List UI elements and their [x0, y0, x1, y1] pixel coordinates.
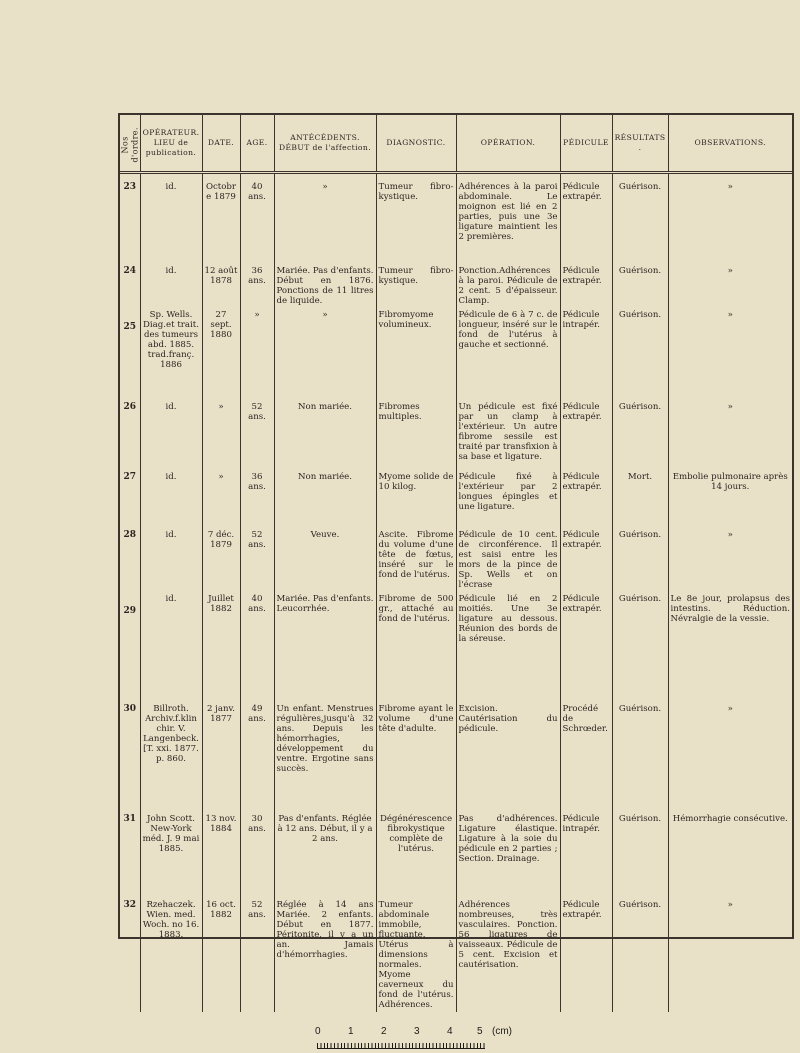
observations-cell: »	[668, 892, 792, 1012]
pedicule-cell: Pédicule extrapér.	[560, 592, 612, 696]
antecedents-cell: »	[274, 308, 376, 394]
observations-cell: Le 8e jour, prolapsus des intestins. Réduction. Névralgie de la vessie.	[668, 592, 792, 696]
header-observations: OBSERVATIONS.	[668, 115, 792, 173]
table-row	[120, 892, 792, 1012]
pedicule-cell: Pédicule extrapér.	[560, 173, 612, 259]
pedicule-cell: Pédicule extrapér.	[560, 892, 612, 1012]
date-cell: 7 déc. 1879	[202, 522, 240, 592]
antecedents-cell: Veuve.	[274, 522, 376, 592]
operation-cell: Pas d'adhérences. Ligature élastique. Ligature à la soie du pédicule en 2 parties ; Section. Drainage.	[456, 806, 560, 892]
row-number: 32	[123, 900, 137, 910]
diagnostic-cell: Tumeur abdominale immobile, fluctuante. Utérus à dimensions normales. Myome caverneux du fond de l'utérus. Adhérences.	[376, 892, 456, 1012]
operation-cell: Adhérences à la paroi abdominale. Le moignon est lié en 2 parties, puis une 3e ligature maintient les 2 premières.	[456, 173, 560, 259]
operation-cell: Ponction.Adhérences à la paroi. Pédicule de 2 cent. 5 d'épaisseur. Clamp.	[456, 258, 560, 308]
header-date: DATE.	[202, 115, 240, 173]
operations-table	[120, 115, 792, 1012]
table-row	[120, 696, 792, 806]
scale-unit: (cm)	[492, 1026, 512, 1037]
diagnostic-cell: Fibrome ayant le volume d'une tête d'adulte.	[376, 696, 456, 806]
operation-cell: Adhérences nombreuses, très vasculaires. Ponction. 56 ligatures de vaisseaux. Pédicule de 5 cent. Excision et cautérisation.	[456, 892, 560, 1012]
date-cell: Octobre 1879	[202, 173, 240, 259]
row-number: 27	[123, 472, 137, 482]
header-resultats: RÉSULTATS.	[612, 115, 668, 173]
date-cell: 13 nov. 1884	[202, 806, 240, 892]
row-number: 31	[123, 814, 137, 824]
resultat-cell: Guérison.	[612, 696, 668, 806]
operateur-cell: Billroth. Archiv.f.klin chir. V. Langenbeck.[T. xxi. 1877. p. 860.	[140, 696, 202, 806]
age-cell: 36 ans.	[240, 464, 274, 522]
pedicule-cell: Pédicule intrapér.	[560, 806, 612, 892]
row-number: 25	[123, 322, 137, 332]
date-cell: 12 août 1878	[202, 258, 240, 308]
pedicule-cell: Pédicule intrapér.	[560, 308, 612, 394]
scale-label: 3	[414, 1026, 420, 1037]
header-row	[120, 115, 792, 173]
diagnostic-cell: Fibrome de 500 gr., attaché au fond de l'utérus.	[376, 592, 456, 696]
diagnostic-cell: Fibromes multiples.	[376, 394, 456, 464]
operation-cell: Excision. Cautérisation du pédicule.	[456, 696, 560, 806]
date-cell: Juillet 1882	[202, 592, 240, 696]
date-cell: 2 janv. 1877	[202, 696, 240, 806]
table-row	[120, 592, 792, 696]
pedicule-cell: Pédicule extrapér.	[560, 258, 612, 308]
diagnostic-cell: Ascite. Fibrome du volume d'une tête de fœtus, inséré sur le fond de l'utérus.	[376, 522, 456, 592]
table-row	[120, 394, 792, 464]
observations-cell: »	[668, 696, 792, 806]
age-cell: 36 ans.	[240, 258, 274, 308]
resultat-cell: Guérison.	[612, 522, 668, 592]
resultat-cell: Guérison.	[612, 258, 668, 308]
resultat-cell: Guérison.	[612, 394, 668, 464]
date-cell: 16 oct. 1882	[202, 892, 240, 1012]
observations-cell: Embolie pulmonaire après 14 jours.	[668, 464, 792, 522]
antecedents-cell: Pas d'enfants. Réglée à 12 ans. Début, il y a 2 ans.	[274, 806, 376, 892]
operateur-cell: John Scott. New-York méd. J. 9 mai 1885.	[140, 806, 202, 892]
header-ordre: Nos d'ordre.	[120, 115, 140, 173]
operation-cell: Un pédicule est fixé par un clamp à l'extérieur. Un autre fibrome sessile est traité par transfixion à sa base et ligature.	[456, 394, 560, 464]
header-pedicule: PÉDICULE	[560, 115, 612, 173]
operation-cell: Pédicule de 6 à 7 c. de longueur, inséré sur le fond de l'utérus à gauche et sectionné.	[456, 308, 560, 394]
table-row	[120, 173, 792, 259]
scale-label: 2	[381, 1026, 387, 1037]
operation-cell: Pédicule lié en 2 moitiés. Une 3e ligature au dessous. Réunion des bords de la séreuse.	[456, 592, 560, 696]
resultat-cell: Guérison.	[612, 173, 668, 259]
age-cell: 52 ans.	[240, 394, 274, 464]
row-number: 30	[123, 704, 137, 714]
row-number: 23	[123, 182, 137, 192]
operateur-cell: id.	[140, 592, 202, 696]
cm-scale-ruler	[313, 1026, 485, 1052]
antecedents-cell: Non mariée.	[274, 464, 376, 522]
diagnostic-cell: Fibromyome volumineux.	[376, 308, 456, 394]
antecedents-cell: »	[274, 173, 376, 259]
observations-cell: »	[668, 258, 792, 308]
diagnostic-cell: Dégénérescence fibrokystique complète de l'utérus.	[376, 806, 456, 892]
scale-label: 5	[477, 1026, 483, 1037]
date-cell: »	[202, 464, 240, 522]
operateur-cell: id.	[140, 394, 202, 464]
operateur-cell: id.	[140, 464, 202, 522]
diagnostic-cell: Tumeur fibro-kystique.	[376, 258, 456, 308]
observations-cell: »	[668, 522, 792, 592]
operateur-cell: id.	[140, 522, 202, 592]
observations-cell: »	[668, 308, 792, 394]
observations-cell: »	[668, 394, 792, 464]
resultat-cell: Guérison.	[612, 892, 668, 1012]
scale-ticks	[317, 1040, 485, 1049]
scale-label: 4	[447, 1026, 453, 1037]
header-operateur: OPÉRATEUR. LIEU de publication.	[140, 115, 202, 173]
header-antecedents: ANTÉCÉDENTS. DÉBUT de l'affection.	[274, 115, 376, 173]
diagnostic-cell: Myome solide de 10 kilog.	[376, 464, 456, 522]
row-number: 24	[123, 266, 137, 276]
table-row	[120, 258, 792, 308]
age-cell: 52 ans.	[240, 892, 274, 1012]
age-cell: 52 ans.	[240, 522, 274, 592]
table-row	[120, 806, 792, 892]
observations-cell: »	[668, 173, 792, 259]
age-cell: 40 ans.	[240, 592, 274, 696]
antecedents-cell: Mariée. Pas d'enfants. Début en 1876. Ponctions de 11 litres de liquide.	[274, 258, 376, 308]
table-row	[120, 522, 792, 592]
header-diagnostic: DIAGNOSTIC.	[376, 115, 456, 173]
table-row	[120, 308, 792, 394]
pedicule-cell: Pédicule extrapér.	[560, 394, 612, 464]
table-row	[120, 464, 792, 522]
resultat-cell: Guérison.	[612, 806, 668, 892]
date-cell: 27 sept. 1880	[202, 308, 240, 394]
row-number: 26	[123, 402, 137, 412]
antecedents-cell: Mariée. Pas d'enfants. Leucorrhée.	[274, 592, 376, 696]
table-frame	[118, 113, 794, 1010]
scale-label: 1	[348, 1026, 354, 1037]
age-cell: 40 ans.	[240, 173, 274, 259]
resultat-cell: Mort.	[612, 464, 668, 522]
antecedents-cell: Non mariée.	[274, 394, 376, 464]
resultat-cell: Guérison.	[612, 592, 668, 696]
scale-labels	[313, 1026, 485, 1038]
operateur-cell: id.	[140, 173, 202, 259]
pedicule-cell: Pédicule extrapér.	[560, 522, 612, 592]
date-cell: »	[202, 394, 240, 464]
operation-cell: Pédicule de 10 cent. de circonférence. Il est saisi entre les mors de la pince de Sp. Wells et on l'écrase	[456, 522, 560, 592]
operation-cell: Pédicule fixé à l'extérieur par 2 longues épingles et une ligature.	[456, 464, 560, 522]
scale-label: 0	[315, 1026, 321, 1037]
row-number: 28	[123, 530, 137, 540]
operateur-cell: Rzehaczek. Wien. med. Woch. no 16. 1883.	[140, 892, 202, 1012]
pedicule-cell: Procédé de Schrœder.	[560, 696, 612, 806]
row-number: 29	[123, 606, 137, 616]
operateur-cell: Sp. Wells. Diag.et trait. des tumeurs abd. 1885. trad.franç. 1886	[140, 308, 202, 394]
age-cell: »	[240, 308, 274, 394]
observations-cell: Hémorrhagie consécutive.	[668, 806, 792, 892]
resultat-cell: Guérison.	[612, 308, 668, 394]
antecedents-cell: Un enfant. Menstrues régulières,jusqu'à 32 ans. Depuis les hémorrhagies, développement du ventre. Ergotine sans succès.	[274, 696, 376, 806]
operateur-cell: id.	[140, 258, 202, 308]
antecedents-cell: Réglée à 14 ans Mariée. 2 enfants. Début en 1877. Péritonite, il y a un an. Jamais d'hémorrhagies.	[274, 892, 376, 1012]
pedicule-cell: Pédicule extrapér.	[560, 464, 612, 522]
header-operation: OPÉRATION.	[456, 115, 560, 173]
header-age: AGE.	[240, 115, 274, 173]
age-cell: 49 ans.	[240, 696, 274, 806]
diagnostic-cell: Tumeur fibro-kystique.	[376, 173, 456, 259]
age-cell: 30 ans.	[240, 806, 274, 892]
